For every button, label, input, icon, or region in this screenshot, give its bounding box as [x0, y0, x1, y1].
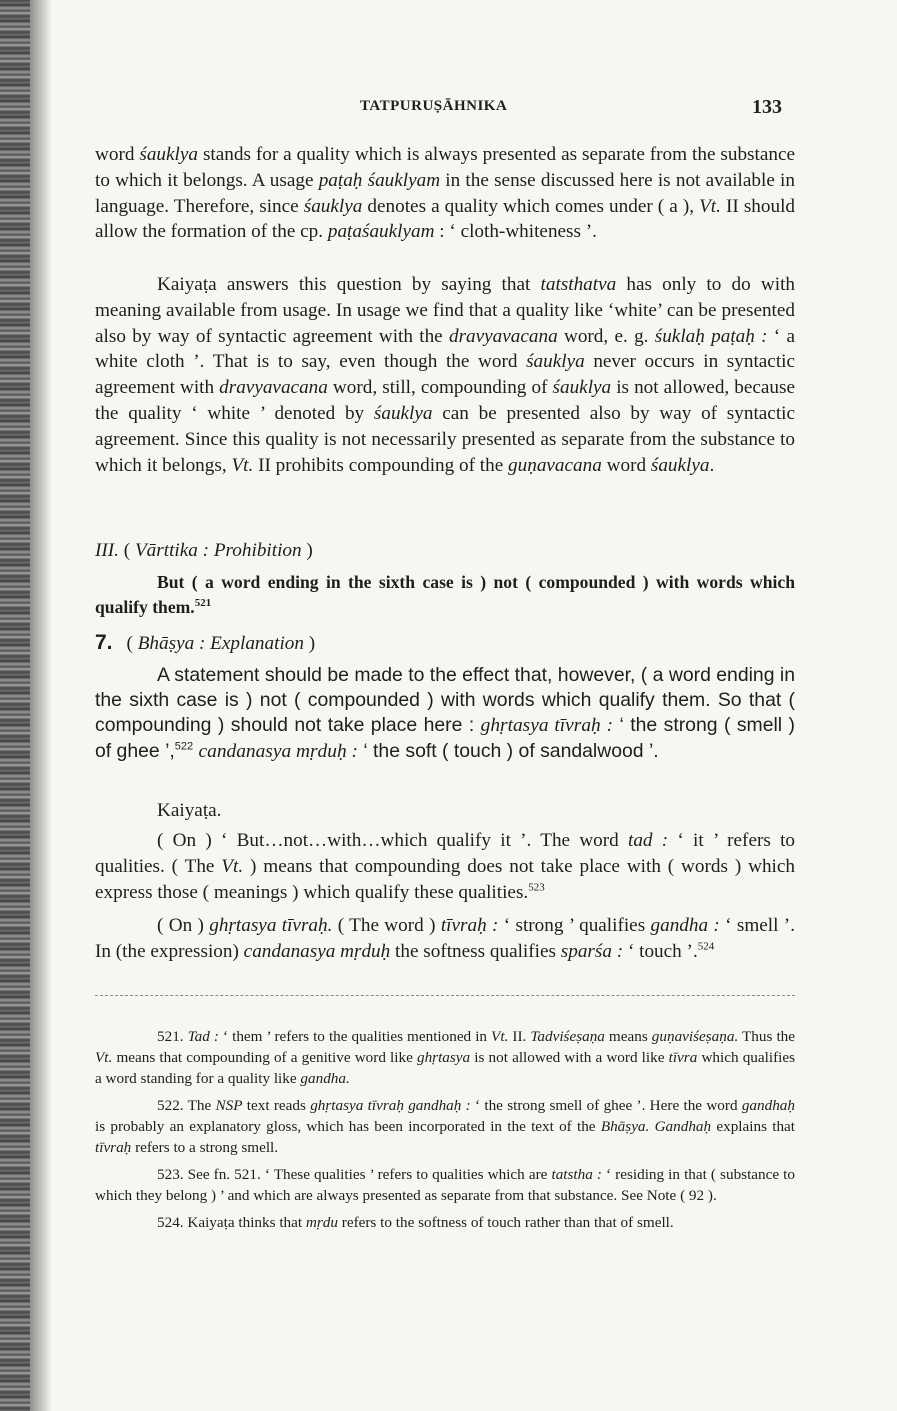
- paragraph-2: Kaiyaṭa answers this question by saying that tatsthatva has only to do with meaning available from usage. In usage we find that a quality like ‘white’ can be presented also by way of syntactic agreement with the dravyavacana word, e. g. śuklaḥ paṭaḥ : ‘ a white cloth ’. That is to say, even though the word śauklya never occurs in syntactic agreement with dravyavacana word, still, compounding of śauklya is not allowed, because the quality ‘ white ’ denoted by śauklya can be presented also by way of syntactic agreement. Since this quality is not necessarily presented as separate from the substance to which it belongs, Vt. II prohibits compounding of the guṇavacana word śauklya.: [95, 274, 796, 476]
- page-number: 133: [752, 96, 782, 118]
- kaiyata-paragraph-1: ( On ) ‘ But…not…with…which qualify it ’. The word tad : ‘ it ’ refers to qualities. ( The Vt. ) means that compounding does not take place with ( words ) which express those ( meanings ) which qualify these qualities.$^{523}$: [95, 830, 795, 903]
- footnotes: [95, 1026, 795, 1233]
- paragraph-1: word śauklya stands for a quality which is always presented as separate from the substance to which it belongs. A usage paṭaḥ śauklyam in the sense discussed here is not available in language. Therefore, since śauklya denotes a quality which comes under ( a ), Vt. II should allow the formation of the cp. paṭaśauklyam : ‘ cloth-whiteness ’.: [95, 144, 795, 243]
- section-iii: [95, 538, 795, 620]
- footnote-524: 524. Kaiyaṭa thinks that mṛdu refers to the softness of touch rather than that of smell.: [157, 1214, 674, 1231]
- section-iii-heading: III. ( Vārttika : Prohibition ): [95, 540, 313, 561]
- kaiyata-paragraph-2: ( On ) ghṛtasya tīvraḥ. ( The word ) tīvraḥ : ‘ strong ’ qualifies gandha : ‘ smell ’. In (the expression) candanasya mṛduḥ the softness qualifies sparśa : ‘ touch ’.$^{524}$: [95, 915, 795, 963]
- varttika-statement: But ( a word ending in the sixth case is ) not ( compounded ) with words which qualify them.$^{521}$: [95, 572, 795, 617]
- footnote-521: 521. Tad : ‘ them ’ refers to the qualities mentioned in Vt. II. Tadviśeṣaṇa means guṇaviśeṣaṇa. Thus the Vt. means that compounding of a genitive word like ghṛtasya is not allowed with a word like tīvra which qualifies a word standing for a quality like gandha.: [95, 1028, 796, 1087]
- running-head: TATPURUṢĀHNIKA: [360, 98, 508, 114]
- kaiyata-heading: Kaiyaṭa.: [157, 800, 222, 821]
- footnote-separator: [95, 995, 795, 996]
- binding-shadow: [30, 0, 52, 1411]
- kaiyata-section: [95, 798, 795, 965]
- bhasya-text: A statement should be made to the effect that, however, ( a word ending in the sixth case is ) not ( compounded ) with words which qualify them. So that ( compounding ) should not take place here : ghṛtasya tīvraḥ : ‘ the strong ( smell ) of ghee ’,$^{522}$ candanasya mṛduḥ : ‘ the soft ( touch ) of sandalwood ’.: [95, 664, 795, 762]
- footnote-523: 523. See fn. 521. ‘ These qualities ’ refers to qualities which are tatstha : ‘ residing in that ( substance to which they belong ) ’ and which are always presented as separate from that substance. See Note ( 92 ).: [95, 1166, 795, 1204]
- paragraph-1-block: [95, 142, 795, 245]
- page-binding-edge: [0, 0, 30, 1411]
- section-7-heading: 7. ( Bhāṣya : Explanation ): [95, 631, 316, 654]
- footnote-522: 522. The NSP text reads ghṛtasya tīvraḥ gandhaḥ : ‘ the strong smell of ghee ’. Here the word gandhaḥ is probably an explanatory gloss, which has been incorporated in the text of the Bhāṣya. Gandhaḥ explains that tīvraḥ refers to a strong smell.: [95, 1097, 796, 1156]
- paragraph-2-block: [95, 272, 795, 478]
- section-7: [95, 630, 795, 764]
